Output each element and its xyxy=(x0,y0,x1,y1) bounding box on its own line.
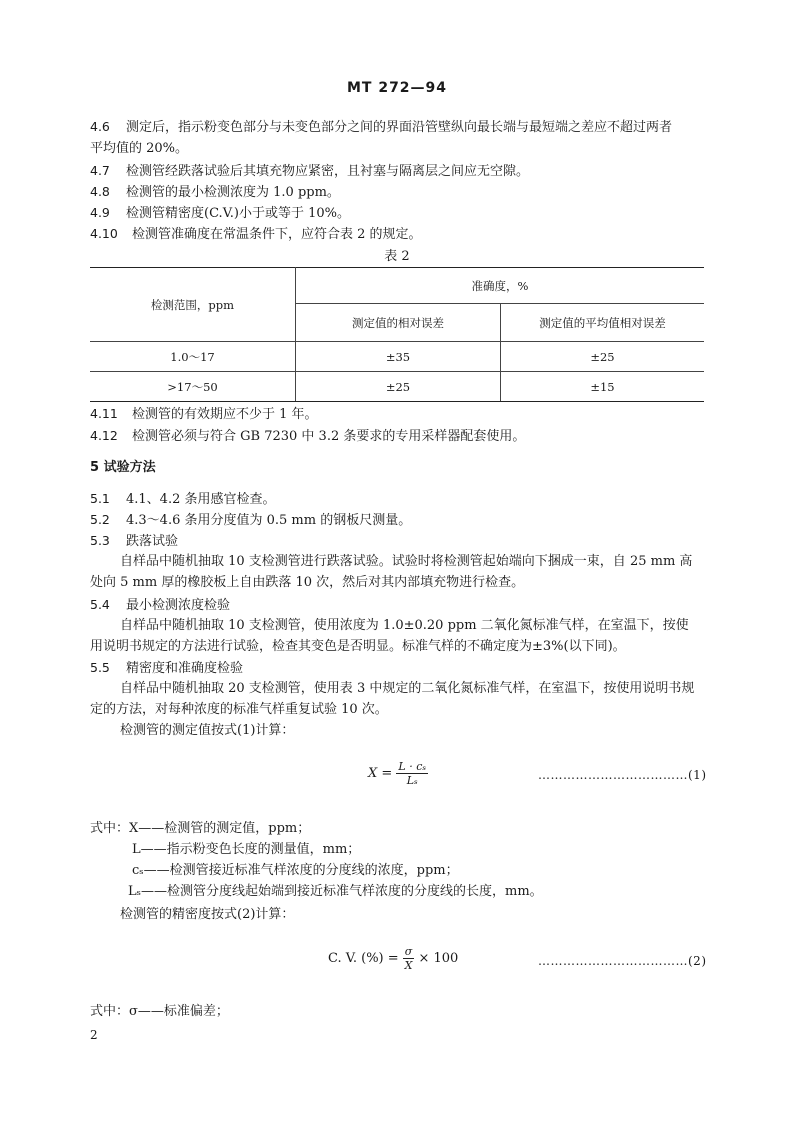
clause-text: 检测管经跌落试验后其填充物应紧密，且衬塞与隔离层之间应无空隙。 xyxy=(126,164,530,179)
clause-number: 5.3 xyxy=(90,533,110,548)
clause-5-4-heading xyxy=(90,596,230,615)
page-number: 2 xyxy=(90,1028,98,1042)
formula-rhs: × 100 xyxy=(418,951,459,966)
clause-5-2 xyxy=(90,511,411,530)
clause-4-10 xyxy=(90,225,422,244)
where-item: σ——标准偏差； xyxy=(129,1004,229,1019)
clause-title: 跌落试验 xyxy=(126,534,179,549)
formula-1 xyxy=(368,760,428,787)
clause-text: 检测管必须与符合 GB 7230 中 3.2 条要求的专用采样器配套使用。 xyxy=(132,429,526,444)
accuracy-table xyxy=(90,267,704,402)
clause-number: 4.6 xyxy=(90,119,110,134)
where-item: L——指示粉变色长度的测量值，mm； xyxy=(132,842,361,857)
formula-lhs: X = xyxy=(368,766,393,781)
clause-number: 4.7 xyxy=(90,163,110,178)
where-lead: 式中： xyxy=(90,821,130,836)
formula-lhs: C. V. (%) = xyxy=(328,951,399,966)
clause-number: 4.11 xyxy=(90,406,118,421)
clause-4-6-continued: 平均值的 20%。 xyxy=(90,141,189,156)
cell-mean: ±15 xyxy=(501,372,705,402)
clause-5-5-heading xyxy=(90,659,243,678)
where-item: X——检测管的测定值，ppm； xyxy=(129,821,311,836)
formula-1-number: ………………………………(1) xyxy=(538,768,707,782)
clause-5-4-text: 自样品中随机抽取 10 支检测管，使用浓度为 1.0±0.20 ppm 二氧化氮标准气样，在室温下，按使 xyxy=(120,618,689,633)
clause-text: 检测管的有效期应不少于 1 年。 xyxy=(132,407,318,422)
formula-fraction xyxy=(403,945,415,972)
clause-4-9 xyxy=(90,204,350,223)
header-accuracy: 准确度，% xyxy=(296,268,705,304)
formula-denominator: X xyxy=(404,959,413,972)
where-lead: 式中： xyxy=(90,1004,130,1019)
clause-5-5-text: 自样品中随机抽取 20 支检测管，使用表 3 中规定的二氧化氮标准气样，在室温下，按使用说明书规 xyxy=(120,681,695,696)
document-number: MT 272—94 xyxy=(346,80,448,96)
clause-text: 4.3～4.6 条用分度值为 0.5 mm 的钢板尺测量。 xyxy=(126,513,412,528)
clause-number: 5.5 xyxy=(90,660,110,675)
clause-5-3-text-continued: 处向 5 mm 厚的橡胶板上自由跌落 10 次，然后对其内部填充物进行检查。 xyxy=(90,575,525,590)
cell-range: >17～50 xyxy=(90,372,296,402)
formula-numerator: L · cₛ xyxy=(398,760,427,773)
clause-4-7 xyxy=(90,162,529,181)
clause-text: 检测管准确度在常温条件下，应符合表 2 的规定。 xyxy=(132,227,422,242)
clause-5-3-heading xyxy=(90,532,178,551)
clause-title: 最小检测浓度检验 xyxy=(126,598,231,613)
clause-5-3-text: 自样品中随机抽取 10 支检测管进行跌落试验。试验时将检测管起始端向下捆成一束，自 25 mm 高 xyxy=(120,554,693,569)
clause-number: 4.8 xyxy=(90,184,110,199)
clause-number: 4.10 xyxy=(90,226,118,241)
where-item: Lₛ——检测管分度线起始端到接近标准气样浓度的分度线的长度，mm。 xyxy=(128,884,543,899)
table-caption: 表 2 xyxy=(384,249,410,264)
header-range: 检测范围，ppm xyxy=(90,268,296,342)
where-list-2 xyxy=(90,1003,229,1021)
cell-mean: ±25 xyxy=(501,342,705,372)
formula-numerator: σ xyxy=(404,945,413,958)
cell-relative: ±25 xyxy=(296,372,501,402)
header-relative-error: 测定值的相对误差 xyxy=(296,304,501,342)
clause-4-12 xyxy=(90,427,525,446)
section-5-title: 5 试验方法 xyxy=(90,460,156,475)
header-mean-relative-error: 测定值的平均值相对误差 xyxy=(501,304,705,342)
formula-2 xyxy=(328,945,458,972)
table-row xyxy=(90,372,704,402)
clause-5-1 xyxy=(90,490,275,509)
clause-4-8 xyxy=(90,183,340,202)
clause-title: 精密度和准确度检验 xyxy=(126,661,244,676)
clause-text: 检测管的最小检测浓度为 1.0 ppm。 xyxy=(126,185,340,200)
formula-1-intro: 检测管的测定值按式(1)计算： xyxy=(120,723,295,738)
cell-range: 1.0～17 xyxy=(90,342,296,372)
where-list-1 xyxy=(90,820,310,838)
where-item: cₛ——检测管接近标准气样浓度的分度线的浓度，ppm； xyxy=(132,863,459,878)
clause-number: 4.9 xyxy=(90,205,110,220)
formula-fraction xyxy=(396,760,428,787)
table-row xyxy=(90,342,704,372)
clause-5-4-text-continued: 用说明书规定的方法进行试验，检查其变色是否明显。标准气样的不确定度为±3%(以下同)。 xyxy=(90,639,626,654)
formula-2-intro: 检测管的精密度按式(2)计算： xyxy=(120,907,295,922)
clause-5-5-text-continued: 定的方法，对每种浓度的标准气样重复试验 10 次。 xyxy=(90,702,388,717)
clause-4-6 xyxy=(90,118,672,137)
clause-number: 4.12 xyxy=(90,428,118,443)
clause-number: 5.2 xyxy=(90,512,110,527)
clause-text: 测定后，指示粉变色部分与未变色部分之间的界面沿管壁纵向最长端与最短端之差应不超过两者 xyxy=(126,120,673,135)
clause-text: 4.1、4.2 条用感官检查。 xyxy=(126,492,276,507)
clause-number: 5.1 xyxy=(90,491,110,506)
clause-text: 检测管精密度(C.V.)小于或等于 10%。 xyxy=(126,206,351,221)
clause-number: 5.4 xyxy=(90,597,110,612)
clause-4-11 xyxy=(90,405,318,424)
formula-denominator: Lₛ xyxy=(406,774,418,787)
formula-2-number: ………………………………(2) xyxy=(538,954,707,968)
cell-relative: ±35 xyxy=(296,342,501,372)
